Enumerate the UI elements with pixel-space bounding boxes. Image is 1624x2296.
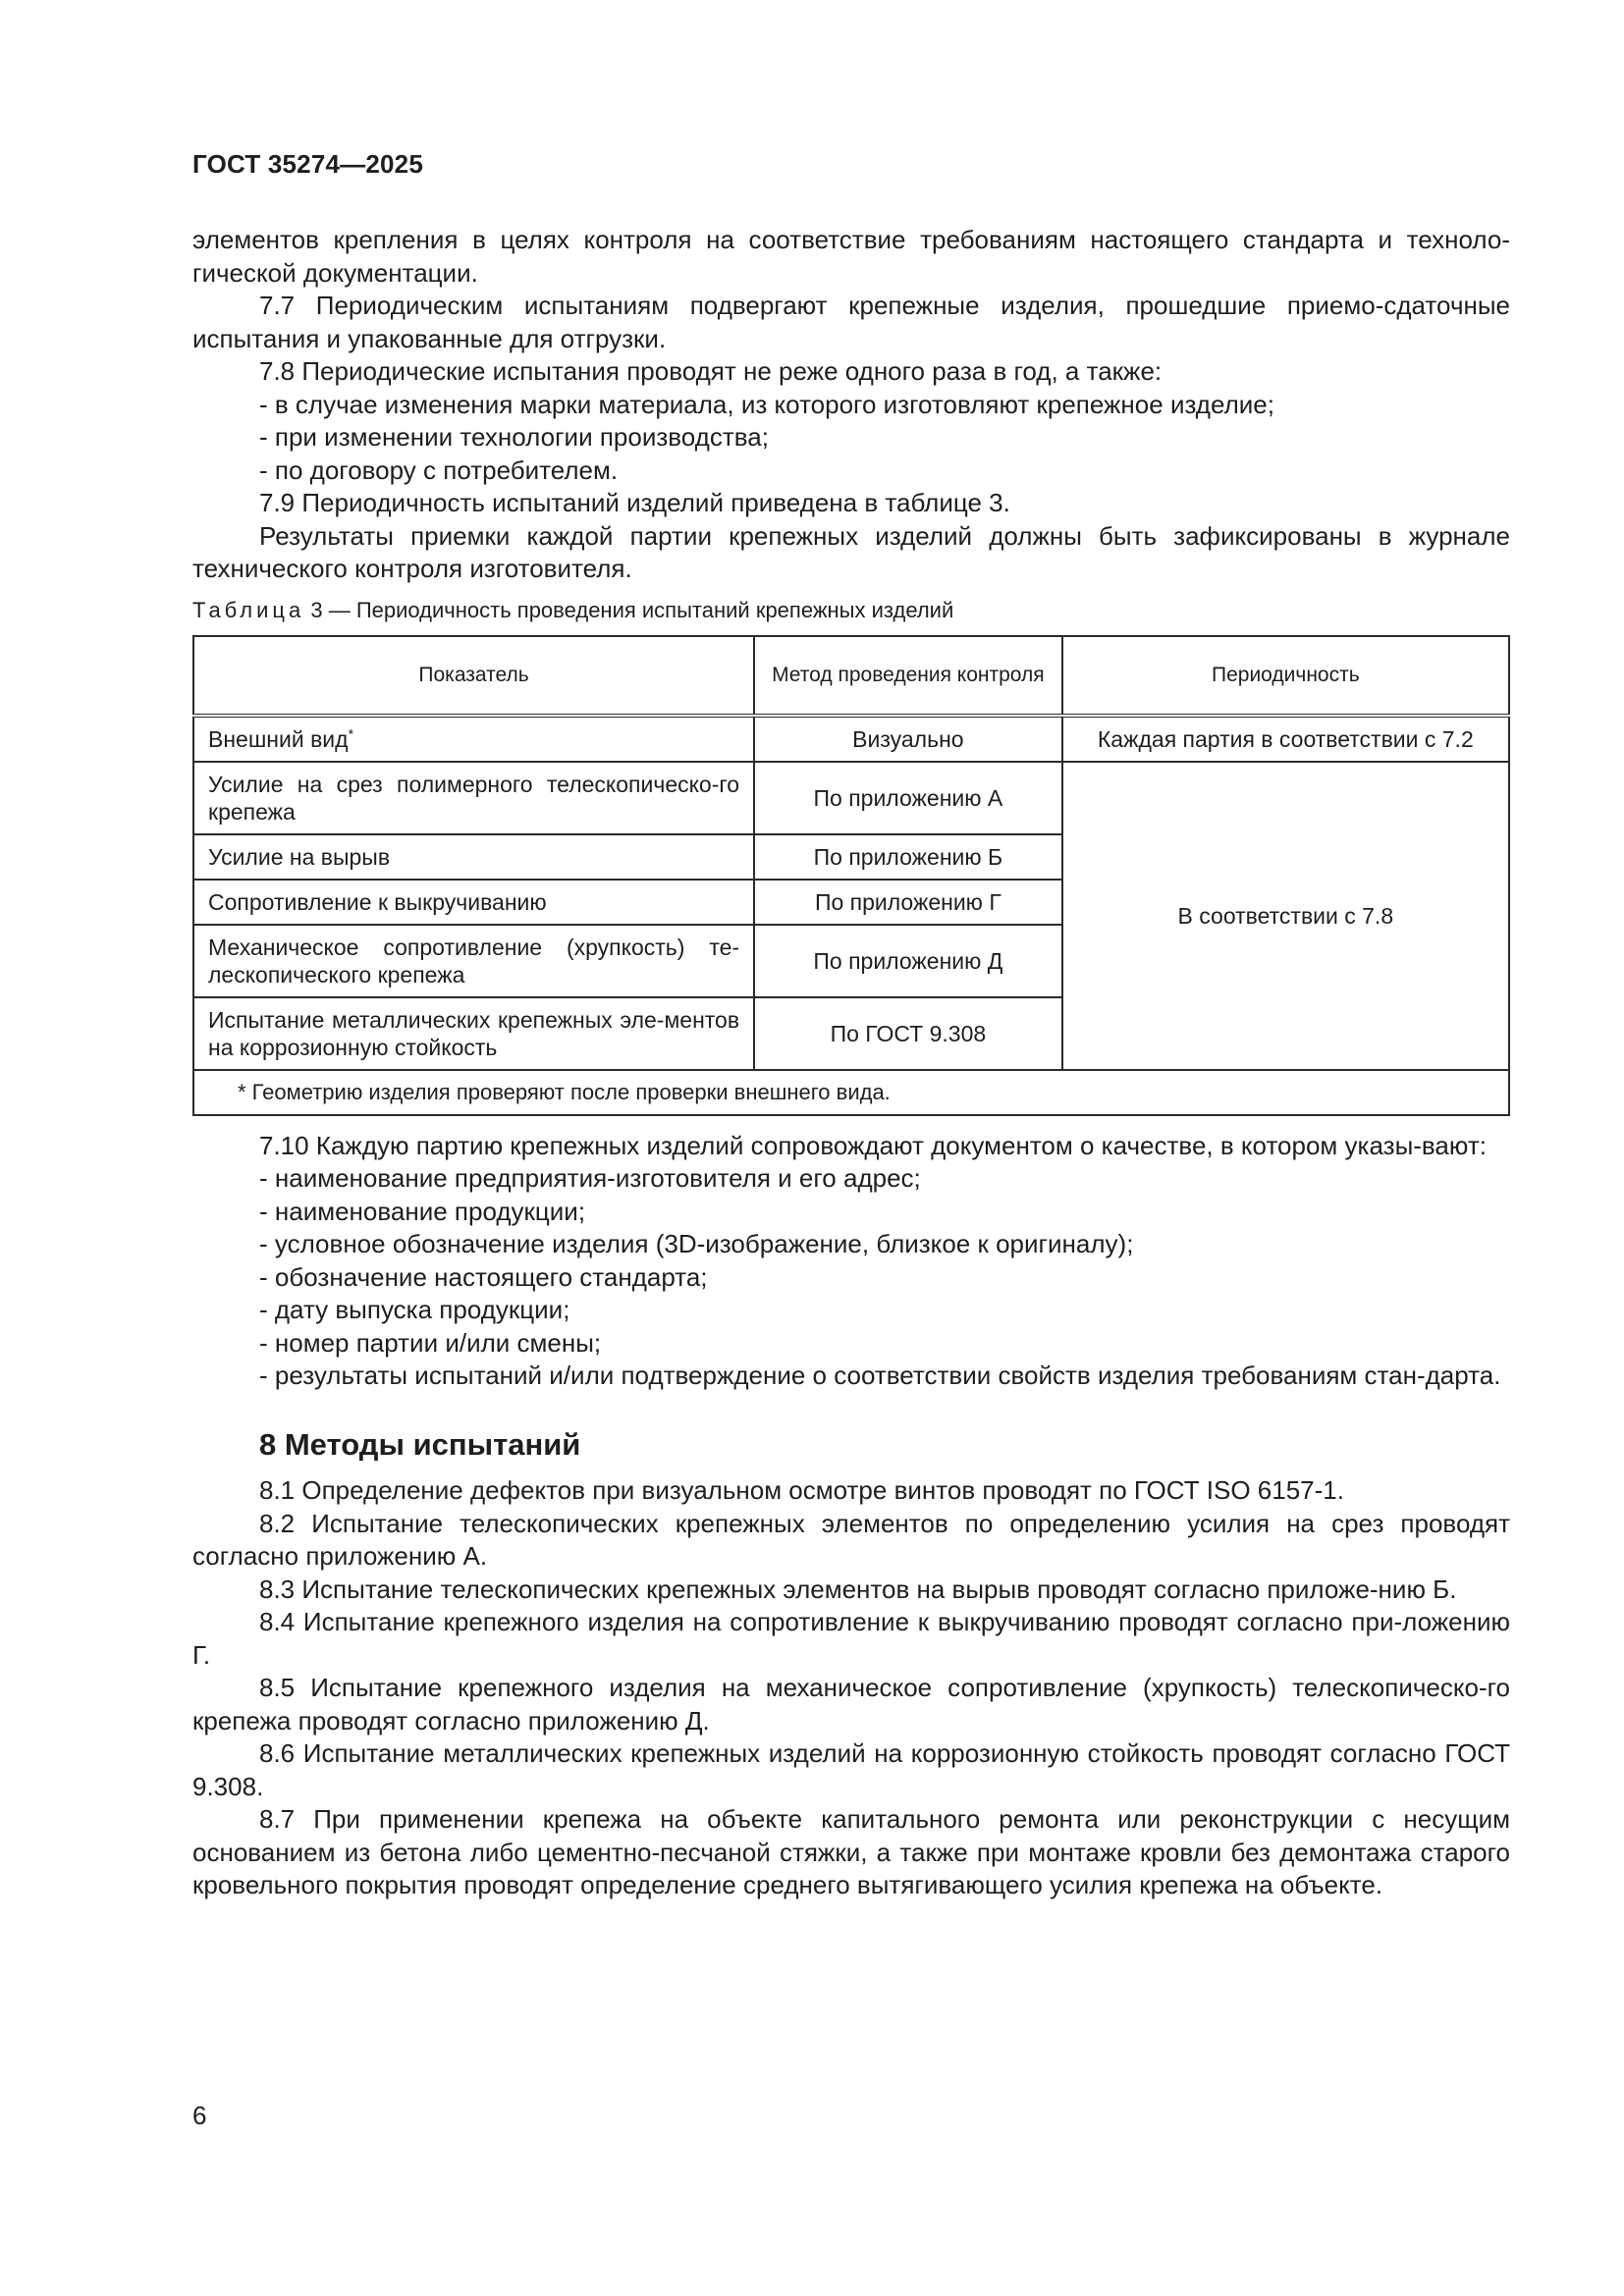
indicator-text: Внешний вид bbox=[208, 725, 349, 752]
table-caption bbox=[192, 596, 1510, 625]
paragraph-8-4: 8.4 Испытание крепежного изделия на сопротивление к выкручиванию проводят согласно при-ложению Г. bbox=[192, 1607, 1510, 1670]
table-footnote-row bbox=[193, 1070, 1509, 1115]
list-item: - по договору с потребителем. bbox=[259, 454, 619, 485]
indicator-cell: Усилие на вырыв bbox=[193, 834, 754, 880]
list-item: - наименование предприятия-изготовителя и его адрес; bbox=[259, 1163, 921, 1193]
list-item: - результаты испытаний и/или подтверждение о соответствии свойств изделия требованиям стан-дарта. bbox=[259, 1361, 1501, 1390]
table-row bbox=[193, 716, 1509, 762]
paragraph-7-8: 7.8 Периодические испытания проводят не реже одного раза в год, а также: bbox=[259, 356, 1163, 386]
method-cell: По приложению Г bbox=[754, 880, 1062, 925]
method-cell: По приложению Б bbox=[754, 834, 1062, 880]
table-3 bbox=[192, 635, 1510, 1116]
list-item: - обозначение настоящего стандарта; bbox=[259, 1261, 708, 1292]
column-header-indicator: Показатель bbox=[193, 636, 754, 716]
list-item: - номер партии и/или смены; bbox=[259, 1327, 602, 1358]
paragraph-8-1: 8.1 Определение дефектов при визуальном осмотре винтов проводят по ГОСТ ISO 6157-1. bbox=[259, 1475, 1344, 1505]
list-item: - дату выпуска продукции; bbox=[259, 1295, 570, 1324]
table-caption-text: 3 — Периодичность проведения испытаний крепежных изделий bbox=[304, 597, 954, 622]
indicator-cell: Сопротивление к выкручиванию bbox=[193, 880, 754, 925]
paragraph-8-6: 8.6 Испытание металлических крепежных изделий на коррозионную стойкость проводят согласно ГОСТ 9.308. bbox=[192, 1738, 1510, 1801]
standard-header: ГОСТ 35274—2025 bbox=[192, 149, 423, 179]
column-header-period: Периодичность bbox=[1062, 636, 1509, 716]
results-paragraph: Результаты приемки каждой партии крепежных изделий должны быть зафиксированы в журнале технического контроля изготовителя. bbox=[192, 520, 1510, 583]
paragraph-8-5: 8.5 Испытание крепежного изделия на механическое сопротивление (хрупкость) телескопическо-го крепежа проводят согласно приложению Д. bbox=[192, 1673, 1510, 1735]
list-item: - в случае изменения марки материала, из которого изготовляют крепежное изделие; bbox=[259, 389, 1274, 419]
method-cell: По приложению А bbox=[754, 762, 1062, 834]
paragraph-7-7: 7.7 Периодическим испытаниям подвергают крепежные изделия, прошедшие приемо-сдаточные испытания и упакованные для отгрузки. bbox=[192, 291, 1510, 353]
section-8-title: 8 Методы испытаний bbox=[259, 1426, 581, 1462]
list-item: - при изменении технологии производства; bbox=[259, 422, 769, 452]
paragraph-7-10: 7.10 Каждую партию крепежных изделий сопровождают документом о качестве, в котором указы-вают: bbox=[259, 1130, 1487, 1160]
continuation-paragraph: элементов крепления в целях контроля на соответствие требованиям настоящего стандарта и техноло-гической документации. bbox=[192, 225, 1510, 288]
paragraph-8-2: 8.2 Испытание телескопических крепежных элементов по определению усилия на срез проводят согласно приложению А. bbox=[192, 1508, 1510, 1571]
indicator-cell bbox=[193, 716, 754, 762]
paragraph-8-7: 8.7 При применении крепежа на объекте капитального ремонта или реконструкции с несущим основанием из бетона либо цементно-песчаной стяжки, а также при монтаже кровли без демонтажа старого кровельного покрытия проводят определение среднего вытягивающего усилия крепежа на объекте. bbox=[192, 1804, 1510, 1899]
indicator-cell: Усилие на срез полимерного телескопическо-го крепежа bbox=[193, 762, 754, 834]
method-cell: По ГОСТ 9.308 bbox=[754, 997, 1062, 1070]
method-cell: По приложению Д bbox=[754, 925, 1062, 997]
list-item: - условное обозначение изделия (3D-изображение, близкое к оригиналу); bbox=[259, 1229, 1134, 1258]
footnote-marker: * bbox=[348, 724, 354, 741]
table-header-row bbox=[193, 636, 1509, 716]
table-footnote: * Геометрию изделия проверяют после проверки внешнего вида. bbox=[193, 1070, 1509, 1115]
paragraph-7-9: 7.9 Периодичность испытаний изделий приведена в таблице 3. bbox=[259, 488, 1010, 517]
indicator-cell: Механическое сопротивление (хрупкость) те-лескопического крепежа bbox=[193, 925, 754, 997]
page-number: 6 bbox=[192, 2101, 207, 2130]
list-item: - наименование продукции; bbox=[259, 1196, 586, 1226]
merged-period-cell: В соответствии с 7.8 bbox=[1062, 762, 1509, 1070]
column-header-method: Метод проведения контроля bbox=[754, 636, 1062, 716]
indicator-cell: Испытание металлических крепежных эле-ментов на коррозионную стойкость bbox=[193, 997, 754, 1070]
paragraph-8-3: 8.3 Испытание телескопических крепежных элементов на вырыв проводят согласно приложе-нию Б. bbox=[259, 1574, 1457, 1604]
page-body bbox=[192, 224, 1510, 1902]
table-row bbox=[193, 762, 1509, 834]
method-cell: Визуально bbox=[754, 716, 1062, 762]
period-cell: Каждая партия в соответствии с 7.2 bbox=[1062, 716, 1509, 762]
table-caption-label: Таблица bbox=[192, 597, 305, 622]
